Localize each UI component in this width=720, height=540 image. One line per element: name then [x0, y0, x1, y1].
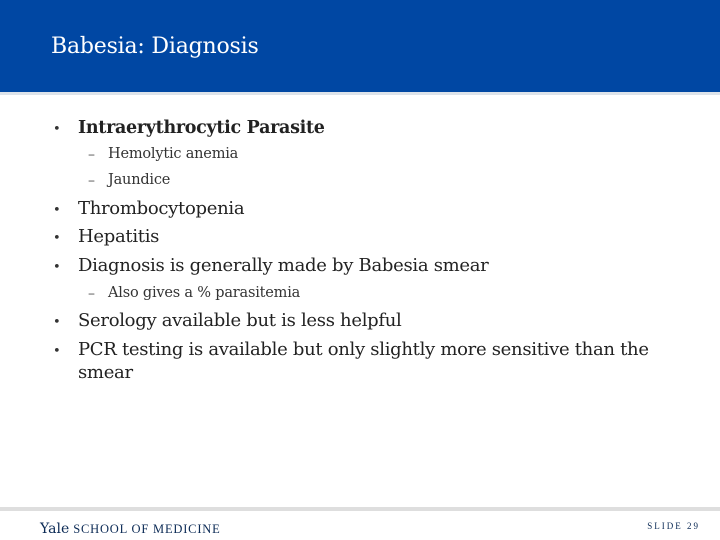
- bullet-dot: •: [53, 260, 61, 275]
- bullet-text: Thrombocytopenia: [78, 198, 245, 219]
- sub-bullet-dash: –: [88, 173, 95, 189]
- bullet-text-continuation: smear: [78, 362, 133, 383]
- slide-title: Babesia: Diagnosis: [51, 34, 259, 59]
- logo-yale-text: Yale: [40, 521, 70, 537]
- slide-number: SLIDE 29: [647, 521, 700, 531]
- sub-bullet-dash: –: [88, 147, 95, 163]
- sub-bullet-dash: –: [88, 286, 95, 302]
- sub-bullet-text: Hemolytic anemia: [108, 146, 239, 162]
- logo-school-text: SCHOOL OF MEDICINE: [73, 522, 221, 536]
- bullet-text: Serology available but is less helpful: [78, 310, 402, 331]
- bullet-dot: •: [53, 122, 61, 137]
- bullet-text: Intraerythrocytic Parasite: [78, 118, 325, 138]
- sub-bullet-text: Jaundice: [108, 172, 171, 188]
- bullet-dot: •: [53, 203, 61, 218]
- bullet-dot: •: [53, 315, 61, 330]
- yale-school-of-medicine-logo: [40, 518, 221, 537]
- sub-bullet-text: Also gives a % parasitemia: [108, 285, 301, 301]
- bullet-text: PCR testing is available but only slightly more sensitive than the: [78, 339, 649, 360]
- bullet-dot: •: [53, 231, 61, 246]
- footer-divider: [0, 507, 720, 511]
- bullet-text: Hepatitis: [78, 226, 160, 247]
- bullet-dot: •: [53, 344, 61, 359]
- bullet-text: Diagnosis is generally made by Babesia smear: [78, 255, 489, 276]
